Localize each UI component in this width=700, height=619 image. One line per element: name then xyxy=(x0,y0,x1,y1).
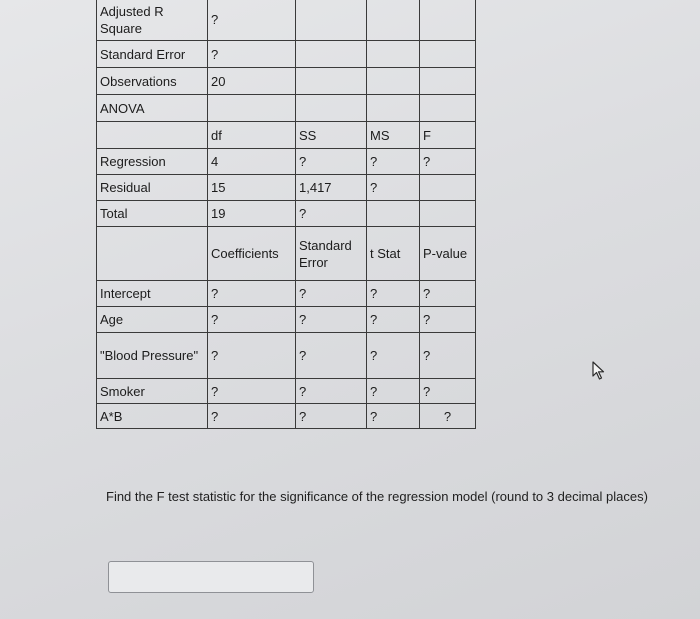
anova-cell-f xyxy=(420,201,476,227)
coef-row-blood-pressure xyxy=(97,333,476,379)
coef-cell-standard-error: ? xyxy=(296,281,367,307)
coef-header-coefficients: Coefficients xyxy=(208,227,296,281)
anova-header-ss: SS xyxy=(296,122,367,149)
coef-row-label: Age xyxy=(97,307,208,333)
anova-title-row xyxy=(97,95,476,122)
coef-row-smoker xyxy=(97,379,476,404)
coef-cell-coefficient: ? xyxy=(208,307,296,333)
anova-row-label: Regression xyxy=(97,149,208,175)
coef-cell-t-stat: ? xyxy=(367,307,420,333)
regression-output-table xyxy=(96,0,476,429)
coef-cell-coefficient: ? xyxy=(208,333,296,379)
anova-row-label: Total xyxy=(97,201,208,227)
coef-cell-p-value: ? xyxy=(420,333,476,379)
summary-row-observations xyxy=(97,68,476,95)
coef-row-age xyxy=(97,307,476,333)
coef-row-label: "Blood Pressure" xyxy=(97,333,208,379)
coef-cell-standard-error: ? xyxy=(296,379,367,404)
anova-title: ANOVA xyxy=(97,95,208,122)
anova-header-ms: MS xyxy=(367,122,420,149)
anova-cell-df: 15 xyxy=(208,175,296,201)
anova-cell-f xyxy=(420,175,476,201)
anova-cell-ss: ? xyxy=(296,201,367,227)
anova-header-row xyxy=(97,122,476,149)
summary-row-adjusted-r-square xyxy=(97,0,476,41)
anova-header-f: F xyxy=(420,122,476,149)
coef-cell-standard-error: ? xyxy=(296,404,367,429)
observations-label: Observations xyxy=(97,68,208,95)
question-text: Find the F test statistic for the significance of the regression model (round to 3 decimal places) xyxy=(106,489,648,504)
coef-cell-p-value: ? xyxy=(420,404,476,429)
coef-row-intercept xyxy=(97,281,476,307)
coef-row-label: Intercept xyxy=(97,281,208,307)
standard-error-value: ? xyxy=(208,41,296,68)
summary-row-standard-error xyxy=(97,41,476,68)
coef-cell-p-value: ? xyxy=(420,379,476,404)
coef-header-standard-error: Standard Error xyxy=(296,227,367,281)
anova-cell-ss: 1,417 xyxy=(296,175,367,201)
observations-value: 20 xyxy=(208,68,296,95)
coef-cell-standard-error: ? xyxy=(296,333,367,379)
coef-row-label: Smoker xyxy=(97,379,208,404)
anova-cell-f: ? xyxy=(420,149,476,175)
anova-row-label: Residual xyxy=(97,175,208,201)
coefficients-header-row xyxy=(97,227,476,281)
adjusted-r-square-label: Adjusted R Square xyxy=(97,0,208,41)
adjusted-r-square-value: ? xyxy=(208,0,296,41)
anova-cell-ss: ? xyxy=(296,149,367,175)
coef-cell-t-stat: ? xyxy=(367,333,420,379)
anova-row-residual xyxy=(97,175,476,201)
anova-cell-df: 4 xyxy=(208,149,296,175)
anova-cell-ms: ? xyxy=(367,175,420,201)
coef-row-label: A*B xyxy=(97,404,208,429)
coef-header-p-value: P-value xyxy=(420,227,476,281)
coef-cell-p-value: ? xyxy=(420,281,476,307)
anova-cell-ms xyxy=(367,201,420,227)
coef-cell-p-value: ? xyxy=(420,307,476,333)
coef-cell-t-stat: ? xyxy=(367,404,420,429)
standard-error-label: Standard Error xyxy=(97,41,208,68)
coef-cell-t-stat: ? xyxy=(367,379,420,404)
anova-row-total xyxy=(97,201,476,227)
answer-input[interactable] xyxy=(108,561,314,593)
coef-cell-coefficient: ? xyxy=(208,281,296,307)
coef-cell-coefficient: ? xyxy=(208,404,296,429)
anova-header-df: df xyxy=(208,122,296,149)
anova-row-regression xyxy=(97,149,476,175)
coef-cell-t-stat: ? xyxy=(367,281,420,307)
mouse-pointer-icon xyxy=(592,361,606,381)
coef-cell-coefficient: ? xyxy=(208,379,296,404)
coef-cell-standard-error: ? xyxy=(296,307,367,333)
coef-header-t-stat: t Stat xyxy=(367,227,420,281)
coef-row-a-times-b xyxy=(97,404,476,429)
anova-cell-ms: ? xyxy=(367,149,420,175)
anova-cell-df: 19 xyxy=(208,201,296,227)
